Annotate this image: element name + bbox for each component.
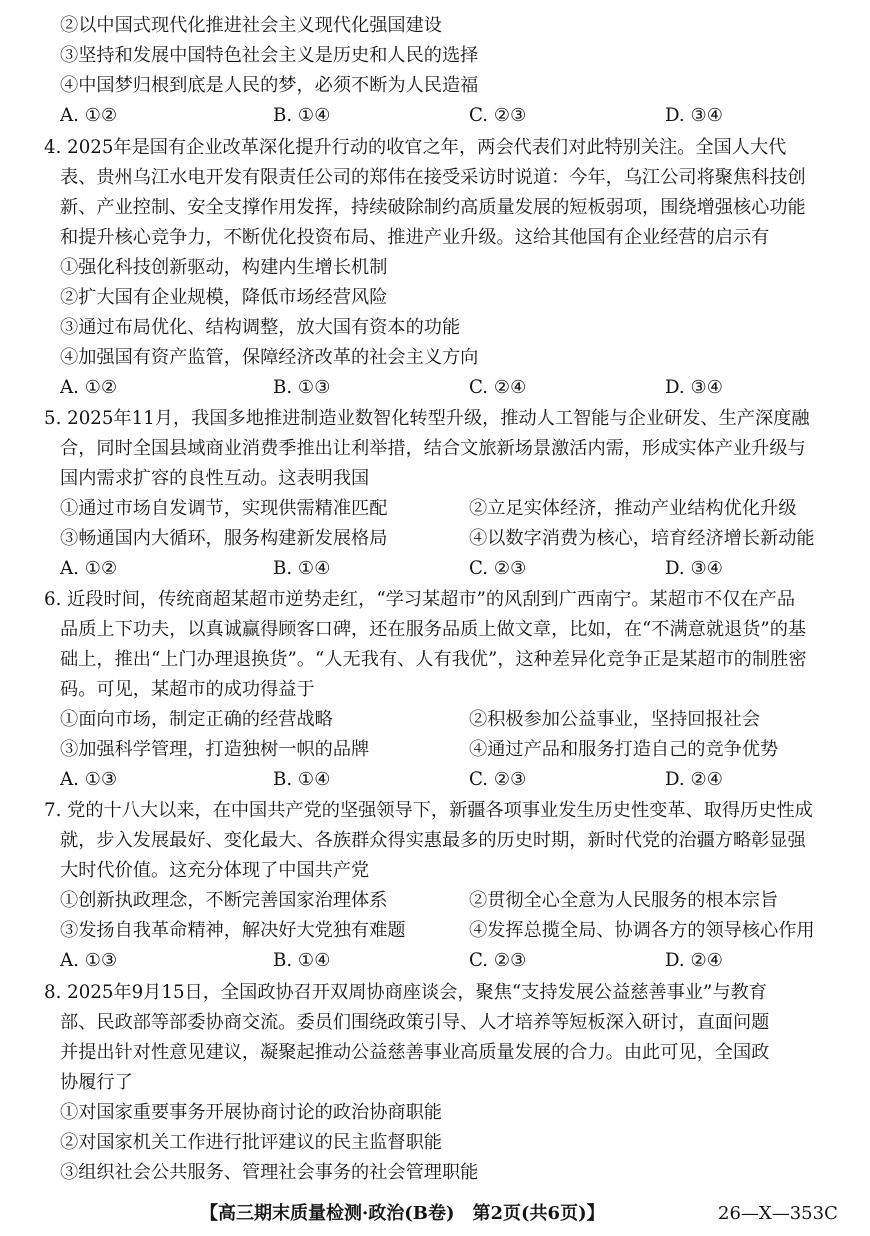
q5-options-row xyxy=(60,494,840,524)
q5-choice-c: C. ②③ xyxy=(469,558,527,579)
q4-stem-line: 表、贵州乌江水电开发有限责任公司的郑伟在接受采访时说道：今年，乌江公司将聚焦科技创 xyxy=(60,167,806,188)
q4-stem-line: 和提升核心竞争力，不断优化投资布局、推进产业升级。这给其他国有企业经营的启示有 xyxy=(60,227,770,248)
q3-choice-c: C. ②③ xyxy=(469,105,527,126)
q4-option-1: ①强化科技创新驱动，构建内生增长机制 xyxy=(60,257,388,278)
q7-choice-d: D. ②④ xyxy=(665,950,724,971)
q6-stem-line: 础上，推出“上门办理退换货”。“人无我有、人有我优”，这种差异化竞争正是某超市的制胜密 xyxy=(60,649,807,670)
q3-choice-b: B. ①④ xyxy=(273,105,331,126)
q4-choice-a: A. ①② xyxy=(60,377,118,398)
q4-stem-line: 4. 2025年是国有企业改革深化提升行动的收官之年，两会代表们对此特别关注。全国人大代 xyxy=(44,137,787,158)
q7-options-row xyxy=(60,916,840,946)
q7-choice-b: B. ①④ xyxy=(273,950,331,971)
q5-stem-line: 合，同时全国县域商业消费季推出让利举措，结合文旅新场景激活内需，形成实体产业升级与 xyxy=(60,438,806,459)
q7-stem-line: 7. 党的十八大以来，在中国共产党的坚强领导下，新疆各项事业发生历史性变革、取得历史性成 xyxy=(44,800,813,821)
q6-options-row xyxy=(60,735,840,765)
q3-option-2: ②以中国式现代化推进社会主义现代化强国建设 xyxy=(60,15,442,36)
q4-choice-d: D. ③④ xyxy=(665,377,724,398)
q8-stem-line: 8. 2025年9月15日，全国政协召开双周协商座谈会，聚焦“支持发展公益慈善事业”与教育 xyxy=(44,982,767,1003)
q4-choice-b: B. ①③ xyxy=(273,377,331,398)
q3-choice-d: D. ③④ xyxy=(665,105,724,126)
q5-choice-b: B. ①④ xyxy=(273,558,331,579)
q7-options-row xyxy=(60,886,840,916)
q6-option-2: ②积极参加公益事业，坚持回报社会 xyxy=(469,709,761,730)
q6-stem-line: 品质上下功夫，以真诚赢得顾客口碑，还在服务品质上做文章，比如，在“不满意就退货”的基 xyxy=(60,619,807,640)
q4-choices xyxy=(60,373,820,403)
q7-choice-c: C. ②③ xyxy=(469,950,527,971)
q5-options-row xyxy=(60,524,840,554)
q5-choices xyxy=(60,554,820,584)
q3-option-4: ④中国梦归根到底是人民的梦，必须不断为人民造福 xyxy=(60,75,479,96)
q5-option-1: ①通过市场自发调节，实现供需精准匹配 xyxy=(60,498,388,519)
q3-choice-a: A. ①② xyxy=(60,105,118,126)
q6-choice-a: A. ①③ xyxy=(60,769,118,790)
q5-choice-a: A. ①② xyxy=(60,558,118,579)
q8-stem-line: 协履行了 xyxy=(60,1072,133,1093)
q4-choice-c: C. ②④ xyxy=(469,377,527,398)
q3-option-3: ③坚持和发展中国特色社会主义是历史和人民的选择 xyxy=(60,45,479,66)
page-footer-code: 26—X—353C xyxy=(718,1203,838,1224)
q6-stem-line: 码。可见，某超市的成功得益于 xyxy=(60,679,315,700)
q5-choice-d: D. ③④ xyxy=(665,558,724,579)
q6-choice-d: D. ②④ xyxy=(665,769,724,790)
q6-choice-b: B. ①④ xyxy=(273,769,331,790)
q4-option-2: ②扩大国有企业规模，降低市场经营风险 xyxy=(60,287,388,308)
q7-option-4: ④发挥总揽全局、协调各方的领导核心作用 xyxy=(469,920,815,941)
q6-choices xyxy=(60,765,820,795)
page-footer-title: 【高三期末质量检测·政治(B卷) 第2页(共6页)】 xyxy=(200,1203,605,1224)
q6-choice-c: C. ②③ xyxy=(469,769,527,790)
q6-option-3: ③加强科学管理，打造独树一帜的品牌 xyxy=(60,739,370,760)
q6-options-row xyxy=(60,705,840,735)
q6-option-1: ①面向市场，制定正确的经营战略 xyxy=(60,709,333,730)
q4-stem-line: 新、产业控制、安全支撑作用发挥，持续破除制约高质量发展的短板弱项，围绕增强核心功能 xyxy=(60,197,806,218)
q7-stem-line: 就，步入发展最好、变化最大、各族群众得实惠最多的历史时期，新时代党的治疆方略彰显强 xyxy=(60,830,806,851)
q8-option-2: ②对国家机关工作进行批评建议的民主监督职能 xyxy=(60,1132,442,1153)
q7-choices xyxy=(60,946,820,976)
q5-stem-line: 5. 2025年11月，我国多地推进制造业数智化转型升级，推动人工智能与企业研发、生产深度融 xyxy=(44,408,810,429)
q7-stem-line: 大时代价值。这充分体现了中国共产党 xyxy=(60,860,370,881)
q8-stem-line: 并提出针对性意见建议，凝聚起推动公益慈善事业高质量发展的合力。由此可见，全国政 xyxy=(60,1042,770,1063)
q5-option-2: ②立足实体经济，推动产业结构优化升级 xyxy=(469,498,797,519)
q4-option-3: ③通过布局优化、结构调整，放大国有资本的功能 xyxy=(60,317,461,338)
q7-option-2: ②贯彻全心全意为人民服务的根本宗旨 xyxy=(469,890,779,911)
q8-stem-line: 部、民政部等部委协商交流。委员们围绕政策引导、人才培养等短板深入研讨，直面问题 xyxy=(60,1012,770,1033)
q5-option-4: ④以数字消费为核心，培育经济增长新动能 xyxy=(469,528,815,549)
q7-option-3: ③发扬自我革命精神，解决好大党独有难题 xyxy=(60,920,406,941)
q8-option-3: ③组织社会公共服务、管理社会事务的社会管理职能 xyxy=(60,1162,479,1183)
q6-stem-line: 6. 近段时间，传统商超某超市逆势走红，“学习某超市”的风刮到广西南宁。某超市不仅在产品 xyxy=(44,589,796,610)
q7-choice-a: A. ①③ xyxy=(60,950,118,971)
q3-choices xyxy=(60,101,820,131)
q8-option-1: ①对国家重要事务开展协商讨论的政治协商职能 xyxy=(60,1102,442,1123)
q4-option-4: ④加强国有资产监管，保障经济改革的社会主义方向 xyxy=(60,347,479,368)
q5-stem-line: 国内需求扩容的良性互动。这表明我国 xyxy=(60,468,370,489)
q5-option-3: ③畅通国内大循环，服务构建新发展格局 xyxy=(60,528,388,549)
q6-option-4: ④通过产品和服务打造自己的竞争优势 xyxy=(469,739,779,760)
q7-option-1: ①创新执政理念，不断完善国家治理体系 xyxy=(60,890,388,911)
